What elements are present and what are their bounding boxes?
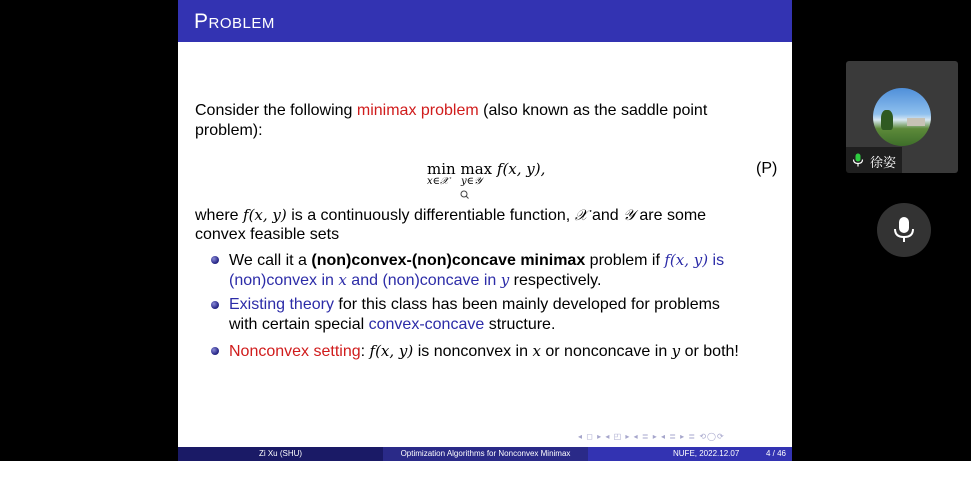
slide-header: [178, 0, 792, 42]
bullet-3-line-1: [229, 341, 739, 362]
bullet-1-text-cont: problem if: [585, 252, 665, 269]
where-line-1: [195, 205, 706, 226]
intro-text: Consider the following: [195, 102, 357, 119]
bullet-3-text-b: is nonconvex in: [413, 343, 533, 360]
bullet-1-bold: (non)convex-(non)concave minimax: [311, 252, 586, 269]
bottom-strip: [0, 461, 971, 477]
bullet-2-end: structure.: [484, 316, 556, 333]
eq-expression: f(x, y),: [496, 160, 546, 178]
avatar: [873, 88, 931, 146]
participant-name-tag: [846, 147, 902, 173]
cursor-icon: [459, 189, 469, 199]
bullet-1-line-2: [229, 270, 601, 291]
minimax-problem-highlight: minimax problem: [356, 102, 479, 119]
eq-min-subscript: x∈𝒳: [427, 176, 449, 187]
bullet-2-text-a: with certain special: [229, 316, 369, 333]
avatar-tree: [881, 110, 893, 130]
where-and: and: [587, 207, 624, 224]
bullet-2-blue-b: convex-concave: [368, 316, 485, 333]
participant-video-tile[interactable]: [846, 61, 958, 173]
bullet-marker: [211, 301, 219, 309]
bullet-1-math: f(x, y): [664, 251, 709, 269]
bullet-1-blue-b: and (non)concave in: [346, 272, 501, 289]
bullet-2-blue: Existing theory: [229, 296, 334, 313]
bullet-3-red: Nonconvex setting: [229, 343, 361, 360]
bullet-1-math-y: y: [500, 271, 510, 289]
bullet-3-end: or both!: [680, 343, 739, 360]
slide-title: Problem: [194, 10, 275, 33]
bullet-3-math-x: x: [532, 342, 541, 360]
bullet-1-text: We call it a: [229, 252, 312, 269]
mic-toggle-button[interactable]: [877, 203, 931, 257]
intro-line-1: [195, 101, 707, 121]
participant-name: 徐姿: [870, 156, 897, 171]
microphone-icon: [852, 153, 864, 167]
where-text-end: are some: [634, 207, 707, 224]
where-math-f: f(x, y): [243, 206, 287, 224]
where-math-y-set: 𝒴: [623, 206, 635, 224]
bullet-3-text-c: or nonconcave in: [540, 343, 672, 360]
bullet-1-blue-a: (non)convex in: [229, 272, 339, 289]
avatar-building: [907, 118, 925, 126]
bullet-3-math-y: y: [671, 342, 681, 360]
footer-page-number: 4 / 46: [765, 449, 786, 458]
where-text: where: [195, 207, 244, 224]
bullet-2-text: for this class has been mainly developed for problems: [333, 296, 720, 313]
footer-talk-title: Optimization Algorithms for Nonconvex Minimax: [383, 447, 588, 461]
footer-author: Zi Xu (SHU): [178, 447, 383, 461]
intro-text-cont: (also known as the saddle point: [478, 102, 708, 119]
bullet-3-colon: :: [360, 343, 370, 360]
footer-institution: NUFE, 2022.12.07: [673, 449, 740, 458]
where-math-x-set: 𝒳: [574, 206, 588, 224]
bullet-2-line-2: [229, 315, 555, 335]
intro-line-2: problem):: [195, 122, 263, 139]
eq-min: min: [427, 160, 456, 178]
slide-footer: [178, 447, 792, 461]
equation-label: (P): [756, 160, 778, 177]
beamer-navigation-symbols[interactable]: ◂ ◻ ▸ ◂ ◰ ▸ ◂ ≣ ▸ ◂ ≣ ▸ ≣ ⟲◯⟳: [578, 432, 725, 441]
bullet-marker: [211, 256, 219, 264]
where-line-2: convex feasible sets: [195, 226, 340, 243]
eq-max: max: [460, 160, 493, 178]
bullet-3-math-f: f(x, y): [369, 342, 414, 360]
bullet-2-line-1: [229, 295, 720, 315]
bullet-1-line-1: [229, 250, 724, 271]
bullet-1-blue: is: [708, 252, 725, 269]
bullet-marker: [211, 347, 219, 355]
eq-max-subscript: y∈𝒴: [461, 176, 482, 187]
where-text-cont: is a continuously differentiable function,: [286, 207, 575, 224]
mic-button-icon: [892, 216, 916, 244]
bullet-1-end: respectively.: [509, 272, 602, 289]
presentation-slide: [178, 0, 792, 461]
bullet-1-math-x: x: [338, 271, 347, 289]
footer-right: [588, 447, 792, 461]
